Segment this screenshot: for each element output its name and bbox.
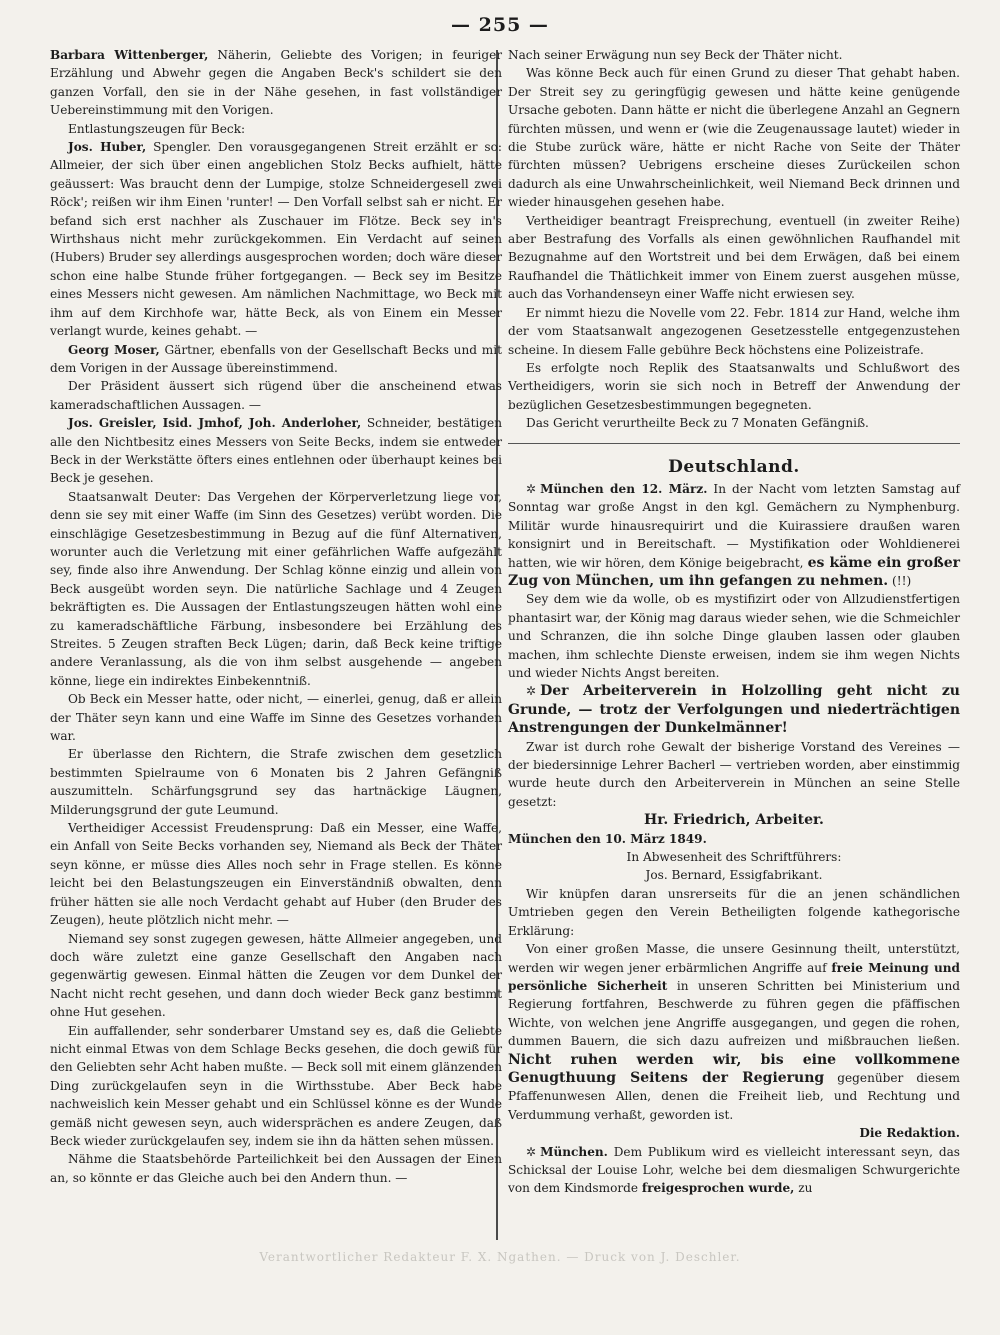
paragraph-text: zu bbox=[794, 1181, 813, 1196]
emphasis-text: freigesprochen wurde, bbox=[641, 1181, 795, 1196]
paragraph-text: Schneider, bestätigen alle den Nichtbesitz eines Messers von Seite Becks, indem sie entweder Beck in der Werkstätte öfters eines entlehnen oder überhaupt keines bei Beck je gesehen. bbox=[50, 416, 502, 486]
dateline: München den 12. März. bbox=[540, 481, 708, 496]
paragraph: Nach seiner Erwägung nun sey Beck der Thäter nicht. bbox=[508, 48, 843, 62]
asterisk-icon: ✲ bbox=[526, 684, 537, 699]
asterisk-icon: ✲ bbox=[526, 1144, 537, 1159]
signatory-name: Jos. Bernard, Essigfabrikant. bbox=[645, 868, 823, 883]
witness-name: Jos. Huber, bbox=[68, 140, 147, 155]
paragraph: Ob Beck ein Messer hatte, oder nicht, — einerlei, genug, daß er allein der Thäter seyn kann und eine Waffe im Sinne des Gesetzes vorhanden war. bbox=[50, 692, 502, 744]
paragraph-text: In der Nacht vom letzten Samstag auf Sonntag war große Angst in den kgl. Gemächern zu Nymphenburg. Militär wurde hinausrequirirt und die Kuirassiere draußen waren konsignirt und in Bereitschaft. — Mystifikation oder Wohldienerei hatten, wie wir hören, dem Könige beigebracht, bbox=[508, 481, 960, 570]
paragraph-text: Näherin, Geliebte des Vorigen; in feuriger Erzählung und Abwehr gegen die Angaben Beck's schildert sie den ganzen Vorfall, den sie in der Nähe gesehen, in fast vollständiger Uebereinstimmung mit den Vorigen. bbox=[50, 48, 503, 118]
paragraph: Er überlasse den Richtern, die Strafe zwischen dem gesetzlich bestimmten Spielraume von 6 Monaten bis 2 Jahren Gefängniß auszumitteln. Schärfungsgrund sey das hartnäckige Läugnen, Milderungsgrund der gute Leumund. bbox=[50, 747, 502, 817]
paragraph: Entlastungszeugen für Beck: bbox=[68, 121, 246, 136]
paragraph: Vertheidiger beantragt Freisprechung, eventuell (in zweiter Reihe) aber Bestrafung des Vorfalls als einen gewöhnlichen Raufhandel mit Bezugnahme auf den Wortstreit und bei dem Erwägen, daß bei einem Raufhandel die Thätlichkeit immer von Einem zuerst ausgehen müsse, auch das Vorhandenseyn einer Waffe nicht erwiesen sey. bbox=[508, 213, 960, 302]
section-heading: Deutschland. bbox=[668, 456, 800, 477]
paragraph-text: Gärtner, ebenfalls von der Gesellschaft Becks und mit dem Vorigen in der Aussage übereinstimmend. bbox=[50, 342, 502, 375]
emphasis-text: Der Arbeiterverein in Holzolling geht nicht zu Grunde, — trotz der Verfolgungen und niederträchtigen Anstrengungen der Dunkelmänner! bbox=[508, 683, 960, 737]
footer-imprint: Verantwortlicher Redakteur F. X. Ngathen. — Druck von J. Deschler. bbox=[259, 1250, 741, 1264]
emphasis-text: freie Meinung und persönliche Sicherheit bbox=[508, 960, 961, 993]
paragraph: Niemand sey sonst zugegen gewesen, hätte Allmeier angegeben, und doch wäre zuletzt eine ganze Gesellschaft den Angaben nach gegenwärtig gewesen. Einmal hätten die Zeugen vor dem Dunkel der Nacht nicht recht gesehen, und dann doch wieder Beck ganz bestimmt ohne Hut gesehen. bbox=[50, 931, 502, 1020]
paragraph: Er nimmt hiezu die Novelle vom 22. Febr. 1814 zur Hand, welche ihm der vom Staatsanwalt angezogenen Gesetzesstelle entgegenzustehen scheine. In diesem Falle gebühre Beck höchstens eine Polizeistrafe. bbox=[508, 305, 960, 357]
paragraph bbox=[50, 414, 502, 488]
paragraph: Der Präsident äussert sich rügend über die anscheinend etwas kameradschaftlichen Aussagen. — bbox=[50, 379, 502, 412]
dateline: München. bbox=[540, 1144, 608, 1159]
news-item bbox=[508, 682, 960, 737]
section-divider bbox=[508, 443, 960, 444]
paragraph: Was könne Beck auch für einen Grund zu dieser That gehabt haben. Der Streit sey zu geringfügig gewesen und hätte keine genügende Ursache geboten. Dann hätte er nicht die überlegene Anzahl an Gegnern fürchten müssen, und wenn er (wie die Zeugenaussage lautet) wieder in die Stube zurück wäre, hätte er nicht Rache von Seite der Thäter fürchten müssen? Uebrigens erscheine dieses Zurückeilen schon dadurch als eine Unwahrscheinlichkeit, weil Niemand Beck drinnen und wieder hinausgehen gesehen habe. bbox=[508, 66, 960, 210]
paragraph: Zwar ist durch rohe Gewalt der bisherige Vorstand des Vereines — der biedersinnige Lehrer Bacherl — vertrieben worden, aber einstimmig wurde heute durch den Arbeiterverein in München an seine Stelle gesetzt: bbox=[508, 739, 960, 809]
paragraph: Sey dem wie da wolle, ob es mystifizirt oder von Allzudienstfertigen phantasirt war, der König mag daraus wieder sehen, wie die Schmeichler und Schranzen, die ihn solche Dinge glauben lassen oder glauben machen, ihm schlechte Dienste erweisen, indem sie ihm wegen Nichts und wieder Nichts Angst bereiten. bbox=[508, 592, 960, 680]
paragraph bbox=[50, 138, 502, 340]
emphasis-text: es käme ein großer Zug von München, um ihn gefangen zu nehmen. bbox=[508, 554, 960, 589]
paragraph: Vertheidiger Accessist Freudensprung: Daß ein Messer, eine Waffe, ein Anfall von Seite Becks vorhanden sey, Niemand als Beck der Thäter seyn könne, er müsse dies Alles noch sehr in Frage stellen. Es könne leicht bei den Belastungszeugen ein Einverständniß obwalten, denn früher hätten sie alle noch Verdacht gehabt auf Huber (den Bruder des Zeugen), heute plötzlich nicht mehr. — bbox=[50, 821, 502, 928]
witness-names: Jos. Greisler, Isid. Jmhof, Joh. Anderloher, bbox=[68, 416, 362, 431]
paragraph: Staatsanwalt Deuter: Das Vergehen der Körperverletzung liege vor, denn sie sey mit einer Waffe (im Sinn des Gesetzes) verübt worden. Die einschlägige Gesetzesbestimmung in Bezug auf die fünf Alternativen, worunter auch die Verletzung mit einer gefährlichen Waffe aufgezählt sey, finde also ihre Anwendung. Der Schlag könne einzig und allein von Beck ausgeübt worden seyn. Die natürliche Sachlage und 4 Zeugen bekräftigten es. Die Aussagen der Entlastungszeugen hätten wohl eine zu kameradschäftliche Färbung, insbesondere bei Erzählung des Streites. 5 Zeugen straften Beck Lügen; darin, daß Beck keine triftige andere Veranlassung, als die von ihm selbst ausgehende — angeben könne, liege ein indirektes Einbekenntniß. bbox=[50, 489, 502, 688]
paragraph: Ein auffallender, sehr sonderbarer Umstand sey es, daß die Geliebte nicht einmal Etwas von dem Schlage Becks gesehen, die doch gewiß für den Geliebten sehr Acht haben mußte. — Beck soll mit einem glänzenden Ding zurückgelaufen seyn in die Wirthsstube. Aber Beck habe nachweislich kein Messer gehabt und ein Schlüssel könne es der Wunde gemäß nicht gewesen seyn, auch widersprächen es andere Zeugen, daß Beck wieder zurückgelaufen sey, indem sie ihn da hätten sehen müssen. bbox=[50, 1023, 502, 1148]
paragraph-text: in unseren Schritten bei Ministerium und Regierung fortfahren, Beschwerde zu führen gegen die pfäffischen Wichte, von welchen jene Angriffe ausgegangen, und gegen die rohen, dummen Bauern, die sich dazu aufreizen und mißbrauchen ließen. bbox=[508, 978, 960, 1049]
asterisk-icon: ✲ bbox=[526, 481, 537, 496]
signature: Die Redaktion. bbox=[859, 1126, 960, 1141]
news-item bbox=[508, 1143, 960, 1198]
left-column bbox=[50, 46, 502, 1187]
witness-name: Georg Moser, bbox=[68, 342, 160, 357]
paragraph-text: gegenüber diesem Pfaffenunwesen Allen, denen die Freiheit lieb, und Rechtung und Verdummung verhaßt, geworden ist. bbox=[508, 1070, 960, 1122]
paragraph-text: Von einer großen Masse, die unsere Gesinnung theilt, unterstützt, werden wir wegen jener erbärmlichen Angriffe auf bbox=[508, 942, 960, 975]
paragraph: Das Gericht verurtheilte Beck zu 7 Monaten Gefängniß. bbox=[526, 416, 869, 431]
right-column bbox=[508, 46, 960, 1198]
paragraph: Nähme die Staatsbehörde Parteilichkeit bei den Aussagen der Einen an, so könnte er das Gleiche auch bei den Andern thun. — bbox=[50, 1152, 502, 1185]
emphasis-text: Nicht ruhen werden wir, bis eine vollkommene Genugthuung Seitens der Regierung bbox=[508, 1051, 960, 1086]
paragraph: Wir knüpfen daran unsrerseits für die an jenen schändlichen Umtrieben gegen den Verein Betheiligten folgende kathegorische Erklärung: bbox=[508, 886, 960, 938]
paragraph bbox=[50, 46, 502, 120]
page-number: — 255 — bbox=[451, 14, 549, 36]
paragraph: In Abwesenheit des Schriftführers: bbox=[626, 850, 842, 865]
paragraph bbox=[508, 940, 960, 1124]
paragraph-text: (!!) bbox=[888, 573, 912, 588]
paragraph bbox=[50, 341, 502, 378]
dateline: München den 10. März 1849. bbox=[508, 831, 707, 846]
paragraph-text: Dem Publikum wird es vielleicht interessant seyn, das Schicksal der Louise Lohr, welche bei dem diesmaligen Schwurgerichte von dem Kindsmorde bbox=[508, 1144, 960, 1196]
signatory-name: Hr. Friedrich, Arbeiter. bbox=[644, 812, 824, 829]
paragraph-text: Spengler. Den vorausgegangenen Streit erzählt er so: Allmeier, der sich über einen angeblichen Stolz Becks aufhielt, hätte geäussert: Was braucht denn der Lumpige, stolze Schneidergesell zwei Röck'; reißen wir ihm Einen 'runter! — Den Vorfall selbst sah er nicht. Er befand sich erst nachher als Zuschauer im Flötze. Beck sey in's Wirthshaus nicht mehr zurückgekommen. Ein Verdacht auf seinen (Hubers) Bruder sey allerdings ausgesprochen worden; doch wäre dieser schon eine halbe Stunde früher fortgegangen. — Beck sey im Besitze eines Messers nicht gewesen. Am nämlichen Nachmittage, wo Beck mit ihm auf dem Kirchhofe war, hätte Beck, als von Einem ein Messer verlangt wurde, keines gehabt. — bbox=[50, 140, 502, 339]
witness-name: Barbara Wittenberger, bbox=[50, 48, 209, 62]
news-item bbox=[508, 480, 960, 590]
paragraph: Es erfolgte noch Replik des Staatsanwalts und Schlußwort des Vertheidigers, worin sie sich noch in Betreff der Anwendung der bezüglichen Gesetzesbestimmungen begegneten. bbox=[508, 360, 960, 412]
